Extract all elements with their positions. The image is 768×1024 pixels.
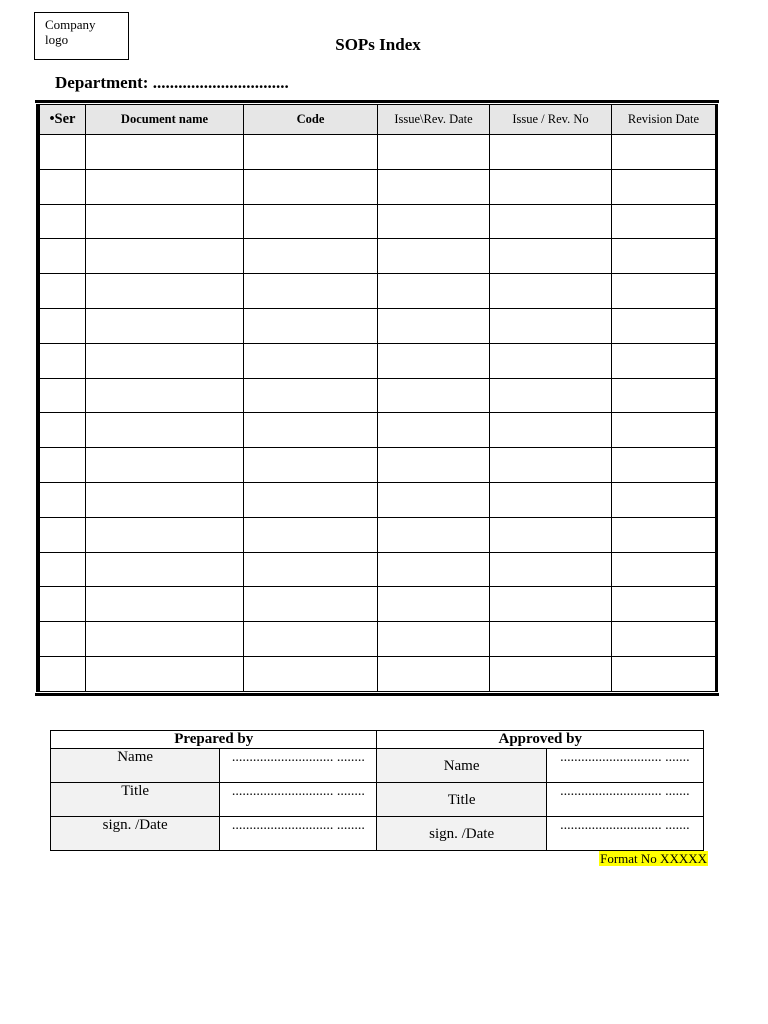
bottom-rule: [35, 693, 719, 696]
table-cell[interactable]: [378, 413, 490, 448]
table-cell[interactable]: [612, 587, 716, 622]
table-cell[interactable]: [40, 622, 86, 657]
table-cell[interactable]: [86, 274, 244, 309]
table-cell[interactable]: [612, 448, 716, 483]
table-cell[interactable]: [244, 274, 378, 309]
col-header-issue-rev-date: Issue\Rev. Date: [378, 105, 490, 135]
col-header-document-name: Document name: [86, 105, 244, 135]
table-cell[interactable]: [612, 482, 716, 517]
table-cell[interactable]: [244, 656, 378, 691]
table-cell[interactable]: [86, 239, 244, 274]
approved-name-label: Name: [377, 749, 546, 783]
top-rule: [35, 100, 719, 103]
table-cell[interactable]: [490, 413, 612, 448]
table-row: [40, 135, 716, 170]
table-cell[interactable]: [244, 169, 378, 204]
table-row: [40, 239, 716, 274]
col-header-revision-date: Revision Date: [612, 105, 716, 135]
prepared-by-heading: Prepared by: [51, 731, 377, 749]
table-cell[interactable]: [378, 135, 490, 170]
table-cell[interactable]: [490, 482, 612, 517]
table-cell[interactable]: [378, 448, 490, 483]
prepared-title-field: ............................. ........: [220, 783, 377, 817]
table-row: [40, 274, 716, 309]
table-row: [40, 517, 716, 552]
table-cell[interactable]: [40, 239, 86, 274]
table-cell[interactable]: [490, 552, 612, 587]
logo-text: Company logo: [45, 17, 96, 47]
table-cell[interactable]: [86, 448, 244, 483]
table-cell[interactable]: [378, 482, 490, 517]
prepared-name-field: ............................. ........: [220, 749, 377, 783]
format-number: Format No XXXXX: [600, 851, 707, 866]
table-cell[interactable]: [86, 308, 244, 343]
table-cell[interactable]: [490, 169, 612, 204]
table-row: [40, 308, 716, 343]
col-header-ser: •Ser: [40, 105, 86, 135]
table-cell[interactable]: [40, 448, 86, 483]
table-cell[interactable]: [490, 239, 612, 274]
table-cell[interactable]: [378, 274, 490, 309]
table-cell[interactable]: [378, 308, 490, 343]
table-cell[interactable]: [378, 204, 490, 239]
table-cell[interactable]: [86, 343, 244, 378]
approved-sign-date-label: sign. /Date: [377, 817, 546, 851]
table-cell[interactable]: [490, 274, 612, 309]
table-cell[interactable]: [40, 378, 86, 413]
table-cell[interactable]: [612, 378, 716, 413]
table-cell[interactable]: [244, 482, 378, 517]
approved-by-heading: Approved by: [377, 731, 704, 749]
table-cell[interactable]: [612, 517, 716, 552]
table-cell[interactable]: [86, 587, 244, 622]
table-cell[interactable]: [40, 482, 86, 517]
table-cell[interactable]: [378, 587, 490, 622]
table-cell[interactable]: [612, 169, 716, 204]
table-cell[interactable]: [86, 552, 244, 587]
table-cell[interactable]: [244, 239, 378, 274]
prepared-title-label: Title: [51, 783, 220, 817]
table-body: [40, 135, 716, 692]
department-field: Department: ................................: [55, 73, 289, 92]
table-cell[interactable]: [612, 552, 716, 587]
table-cell[interactable]: [490, 622, 612, 657]
table-cell[interactable]: [40, 274, 86, 309]
table-cell[interactable]: [378, 239, 490, 274]
table-cell[interactable]: [490, 308, 612, 343]
table-cell[interactable]: [490, 135, 612, 170]
signoff-row-title: [51, 783, 704, 817]
table-cell[interactable]: [612, 656, 716, 691]
signoff-block: [50, 730, 704, 851]
sop-index-table: [39, 104, 716, 692]
page-title: SOPs Index: [335, 35, 421, 54]
table-cell[interactable]: [40, 135, 86, 170]
table-cell[interactable]: [86, 517, 244, 552]
table-cell[interactable]: [86, 135, 244, 170]
table-cell[interactable]: [490, 517, 612, 552]
table-cell[interactable]: [244, 448, 378, 483]
col-header-issue-rev-no: Issue / Rev. No: [490, 105, 612, 135]
signoff-row-sign-date: [51, 817, 704, 851]
prepared-name-label: Name: [51, 749, 220, 783]
table-cell[interactable]: [244, 204, 378, 239]
table-cell[interactable]: [612, 413, 716, 448]
table-cell[interactable]: [86, 622, 244, 657]
table-cell[interactable]: [40, 656, 86, 691]
table-cell[interactable]: [244, 622, 378, 657]
table-cell[interactable]: [490, 656, 612, 691]
table-row: [40, 622, 716, 657]
table-cell[interactable]: [612, 135, 716, 170]
table-cell[interactable]: [490, 204, 612, 239]
table-cell[interactable]: [490, 378, 612, 413]
table-cell[interactable]: [612, 622, 716, 657]
table-row: [40, 343, 716, 378]
prepared-sign-date-field: ............................. ........: [220, 817, 377, 851]
sop-index-table-wrap: [36, 104, 718, 692]
table-cell[interactable]: [244, 587, 378, 622]
table-cell[interactable]: [612, 274, 716, 309]
prepared-sign-date-label: sign. /Date: [51, 817, 220, 851]
table-cell[interactable]: [244, 552, 378, 587]
table-cell[interactable]: [86, 482, 244, 517]
table-row: [40, 169, 716, 204]
table-cell[interactable]: [244, 308, 378, 343]
table-cell[interactable]: [378, 378, 490, 413]
table-cell[interactable]: [40, 169, 86, 204]
table-cell[interactable]: [490, 448, 612, 483]
table-cell[interactable]: [86, 656, 244, 691]
table-cell[interactable]: [612, 239, 716, 274]
table-cell[interactable]: [244, 378, 378, 413]
approved-name-field: ............................. .......: [546, 749, 703, 783]
table-cell[interactable]: [244, 135, 378, 170]
table-row: [40, 587, 716, 622]
table-cell[interactable]: [612, 204, 716, 239]
table-row: [40, 204, 716, 239]
table-cell[interactable]: [244, 517, 378, 552]
table-cell[interactable]: [244, 413, 378, 448]
table-cell[interactable]: [244, 343, 378, 378]
table-row: [40, 378, 716, 413]
table-cell[interactable]: [378, 622, 490, 657]
table-cell[interactable]: [40, 413, 86, 448]
table-cell[interactable]: [40, 587, 86, 622]
table-cell[interactable]: [612, 343, 716, 378]
signoff-row-name: [51, 749, 704, 783]
approved-sign-date-field: ............................. .......: [546, 817, 703, 851]
approved-title-label: Title: [377, 783, 546, 817]
table-cell[interactable]: [612, 308, 716, 343]
table-cell[interactable]: [40, 343, 86, 378]
table-cell[interactable]: [86, 204, 244, 239]
table-cell[interactable]: [490, 587, 612, 622]
table-cell[interactable]: [378, 343, 490, 378]
table-cell[interactable]: [40, 552, 86, 587]
table-cell[interactable]: [378, 517, 490, 552]
table-cell[interactable]: [40, 517, 86, 552]
table-row: [40, 552, 716, 587]
approved-title-field: ............................. .......: [546, 783, 703, 817]
col-header-code: Code: [244, 105, 378, 135]
signoff-header-row: [51, 731, 704, 749]
table-row: [40, 482, 716, 517]
signoff-table: [50, 730, 704, 851]
table-cell[interactable]: [86, 378, 244, 413]
table-row: [40, 656, 716, 691]
table-cell[interactable]: [40, 204, 86, 239]
table-cell[interactable]: [378, 169, 490, 204]
table-row: [40, 413, 716, 448]
table-cell[interactable]: [490, 343, 612, 378]
table-cell[interactable]: [40, 308, 86, 343]
table-header-row: [40, 105, 716, 135]
table-cell[interactable]: [86, 413, 244, 448]
table-cell[interactable]: [378, 656, 490, 691]
table-cell[interactable]: [86, 169, 244, 204]
table-cell[interactable]: [378, 552, 490, 587]
table-row: [40, 448, 716, 483]
